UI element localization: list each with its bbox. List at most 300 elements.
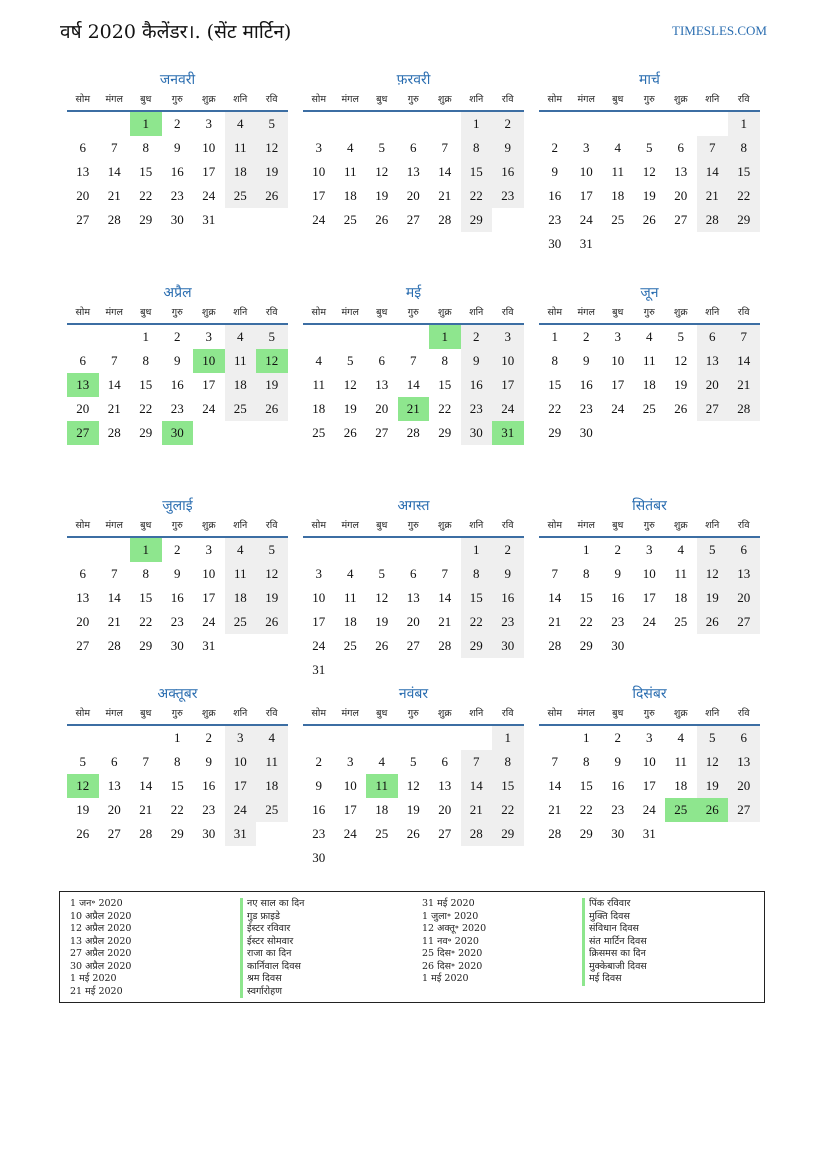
weekday-label: बुध xyxy=(140,520,152,531)
weekday-label: मंगल xyxy=(341,520,359,531)
weekday-label: शुक्र xyxy=(673,708,688,719)
day-cell: 24 xyxy=(492,397,524,421)
day-cell: 21 xyxy=(461,798,493,822)
weekday-label: शुक्र xyxy=(673,520,688,531)
empty-cell xyxy=(335,726,367,750)
month-name: जनवरी xyxy=(159,72,196,88)
day-cell: 16 xyxy=(170,377,184,392)
weekday-header xyxy=(539,90,760,112)
day-cell: 14 xyxy=(107,377,121,392)
day-cell: 4 xyxy=(347,140,354,155)
day-cell: 26 xyxy=(375,212,389,227)
day-cell: 12 xyxy=(256,136,288,160)
day-cell: 31 xyxy=(202,638,216,653)
day-cell: 13 xyxy=(76,590,90,605)
day-cell: 2 xyxy=(174,116,181,131)
day-cell: 6 xyxy=(79,353,86,368)
day-cell: 20 xyxy=(375,401,389,416)
empty-cell xyxy=(429,538,461,562)
day-cell: 30 xyxy=(312,850,326,865)
day-cell: 31 xyxy=(642,826,656,841)
weekday-label: सोम xyxy=(75,94,91,105)
day-cell: 3 xyxy=(315,566,322,581)
day-cell: 4 xyxy=(256,726,288,750)
holiday-day-cell: 12 xyxy=(67,774,99,798)
day-cell: 27 xyxy=(697,397,729,421)
weekday-label: रवि xyxy=(265,520,278,531)
day-cell: 10 xyxy=(312,164,326,179)
day-cell: 29 xyxy=(728,208,760,232)
day-cell: 3 xyxy=(492,325,524,349)
day-cell: 26 xyxy=(343,425,357,440)
day-cell: 17 xyxy=(202,377,216,392)
holiday-day-cell: 26 xyxy=(697,798,729,822)
day-cell: 8 xyxy=(583,566,590,581)
day-cell: 9 xyxy=(583,353,590,368)
month-name: दिसंबर xyxy=(632,686,667,702)
weekday-label: गुरु xyxy=(407,520,419,531)
weekday-label: गुरु xyxy=(643,307,655,318)
day-cell: 6 xyxy=(378,353,385,368)
day-cell: 25 xyxy=(674,614,688,629)
weekday-label: मंगल xyxy=(577,708,595,719)
weekday-label: रवि xyxy=(737,520,750,531)
day-cell: 24 xyxy=(611,401,625,416)
day-cell: 22 xyxy=(139,401,153,416)
day-cell: 31 xyxy=(312,662,326,677)
day-cell: 28 xyxy=(728,397,760,421)
weekday-label: शुक्र xyxy=(437,708,452,719)
day-cell: 22 xyxy=(728,184,760,208)
day-cell: 16 xyxy=(461,373,493,397)
day-cell: 22 xyxy=(461,610,493,634)
weekday-label: शनि xyxy=(705,520,720,531)
day-cell: 18 xyxy=(611,188,625,203)
day-cell: 13 xyxy=(107,778,121,793)
weekday-label: मंगल xyxy=(341,708,359,719)
month-block xyxy=(303,496,524,682)
day-cell: 5 xyxy=(256,112,288,136)
day-grid xyxy=(539,325,760,445)
legend-names-col1 xyxy=(240,898,304,998)
weekday-label: मंगल xyxy=(577,94,595,105)
weekday-label: शनि xyxy=(705,94,720,105)
site-link[interactable]: TIMESLES.COM xyxy=(672,23,767,38)
day-cell: 12 xyxy=(343,377,357,392)
holiday-day-cell: 12 xyxy=(256,349,288,373)
empty-cell xyxy=(130,726,162,750)
day-cell: 13 xyxy=(406,590,420,605)
day-cell: 17 xyxy=(642,590,656,605)
legend-entry: 12 अक्तू॰ 2020 xyxy=(422,923,487,934)
weekday-label: गुरु xyxy=(171,708,183,719)
day-cell: 21 xyxy=(139,802,153,817)
weekday-header xyxy=(303,704,524,726)
day-cell: 7 xyxy=(728,325,760,349)
day-cell: 30 xyxy=(170,212,184,227)
day-cell: 4 xyxy=(347,566,354,581)
day-cell: 22 xyxy=(438,401,452,416)
weekday-label: शुक्र xyxy=(201,708,216,719)
day-cell: 8 xyxy=(728,136,760,160)
day-grid xyxy=(303,112,524,232)
day-cell: 10 xyxy=(642,754,656,769)
day-cell: 17 xyxy=(225,774,257,798)
day-cell: 3 xyxy=(614,329,621,344)
day-cell: 13 xyxy=(674,164,688,179)
day-cell: 27 xyxy=(406,638,420,653)
day-cell: 16 xyxy=(492,160,524,184)
weekday-label: रवि xyxy=(265,307,278,318)
day-grid xyxy=(539,538,760,658)
weekday-header xyxy=(539,516,760,538)
legend-entry: राजा का दिन xyxy=(240,948,304,961)
day-cell: 13 xyxy=(406,164,420,179)
day-cell: 22 xyxy=(139,188,153,203)
legend-entry: संविधान दिवस xyxy=(582,923,647,936)
weekday-label: रवि xyxy=(737,708,750,719)
month-name: मार्च xyxy=(639,72,660,88)
day-cell: 18 xyxy=(674,778,688,793)
holiday-day-cell: 30 xyxy=(162,421,194,445)
weekday-label: शनि xyxy=(233,307,248,318)
weekday-label: शनि xyxy=(469,708,484,719)
weekday-label: गुरु xyxy=(643,708,655,719)
day-cell: 27 xyxy=(728,798,760,822)
day-cell: 12 xyxy=(697,562,729,586)
day-cell: 4 xyxy=(315,353,322,368)
day-cell: 10 xyxy=(492,349,524,373)
holiday-day-cell: 1 xyxy=(429,325,461,349)
day-cell: 14 xyxy=(548,590,562,605)
day-cell: 24 xyxy=(343,826,357,841)
day-cell: 1 xyxy=(142,329,149,344)
weekday-label: बुध xyxy=(376,307,388,318)
day-cell: 5 xyxy=(646,140,653,155)
weekday-label: रवि xyxy=(265,708,278,719)
day-cell: 19 xyxy=(406,802,420,817)
day-cell: 24 xyxy=(202,188,216,203)
day-cell: 4 xyxy=(646,329,653,344)
empty-cell xyxy=(99,726,131,750)
empty-cell xyxy=(99,538,131,562)
empty-cell xyxy=(67,726,99,750)
day-cell: 16 xyxy=(170,164,184,179)
empty-cell xyxy=(461,726,493,750)
day-cell: 9 xyxy=(315,778,322,793)
day-cell: 10 xyxy=(642,566,656,581)
day-cell: 1 xyxy=(551,329,558,344)
page-title: वर्ष 2020 कैलेंडर।. (सेंट मार्टिन) xyxy=(60,21,292,43)
day-cell: 18 xyxy=(674,590,688,605)
empty-cell xyxy=(366,538,398,562)
day-cell: 12 xyxy=(406,778,420,793)
day-cell: 18 xyxy=(312,401,326,416)
empty-cell xyxy=(303,726,335,750)
day-cell: 26 xyxy=(697,610,729,634)
legend-entry: नए साल का दिन xyxy=(240,898,304,911)
day-cell: 15 xyxy=(438,377,452,392)
day-cell: 24 xyxy=(312,212,326,227)
day-cell: 13 xyxy=(697,349,729,373)
weekday-label: रवि xyxy=(737,307,750,318)
day-cell: 31 xyxy=(579,236,593,251)
day-cell: 24 xyxy=(642,802,656,817)
day-cell: 26 xyxy=(375,638,389,653)
weekday-label: शनि xyxy=(705,708,720,719)
day-cell: 28 xyxy=(107,638,121,653)
day-cell: 22 xyxy=(492,798,524,822)
weekday-label: शनि xyxy=(233,94,248,105)
weekday-label: मंगल xyxy=(341,94,359,105)
legend-entry: ईस्टर सोमवार xyxy=(240,936,304,949)
day-cell: 24 xyxy=(642,614,656,629)
day-cell: 24 xyxy=(579,212,593,227)
day-cell: 28 xyxy=(697,208,729,232)
day-cell: 4 xyxy=(614,140,621,155)
day-cell: 11 xyxy=(225,136,257,160)
day-cell: 11 xyxy=(611,164,625,179)
day-cell: 3 xyxy=(583,140,590,155)
day-cell: 17 xyxy=(312,188,326,203)
day-cell: 11 xyxy=(642,353,656,368)
empty-cell xyxy=(99,112,131,136)
legend-entry: 13 अप्रैल 2020 xyxy=(70,935,132,947)
day-cell: 27 xyxy=(76,212,90,227)
day-cell: 21 xyxy=(107,188,121,203)
legend-dates-col2 xyxy=(422,898,486,986)
month-name: जुलाई xyxy=(162,498,193,514)
day-cell: 3 xyxy=(205,329,212,344)
day-cell: 6 xyxy=(677,140,684,155)
day-cell: 9 xyxy=(492,136,524,160)
day-cell: 29 xyxy=(438,425,452,440)
day-cell: 19 xyxy=(697,774,729,798)
day-cell: 13 xyxy=(438,778,452,793)
empty-cell xyxy=(335,112,367,136)
day-cell: 18 xyxy=(256,774,288,798)
day-cell: 9 xyxy=(461,349,493,373)
holiday-day-cell: 1 xyxy=(130,538,162,562)
day-cell: 19 xyxy=(343,401,357,416)
day-cell: 1 xyxy=(583,542,590,557)
day-cell: 10 xyxy=(312,590,326,605)
day-cell: 3 xyxy=(315,140,322,155)
weekday-label: मंगल xyxy=(105,94,123,105)
weekday-label: मंगल xyxy=(105,307,123,318)
day-cell: 14 xyxy=(548,778,562,793)
day-cell: 28 xyxy=(548,826,562,841)
day-cell: 26 xyxy=(76,826,90,841)
weekday-label: बुध xyxy=(612,94,624,105)
day-cell: 8 xyxy=(551,353,558,368)
empty-cell xyxy=(398,538,430,562)
weekday-label: गुरु xyxy=(171,520,183,531)
day-cell: 29 xyxy=(579,826,593,841)
weekday-label: सोम xyxy=(75,520,91,531)
day-cell: 29 xyxy=(492,822,524,846)
weekday-label: रवि xyxy=(265,94,278,105)
day-cell: 5 xyxy=(697,538,729,562)
legend-entry: 12 अप्रैल 2020 xyxy=(70,923,132,934)
legend-entry: मई दिवस xyxy=(582,973,647,986)
day-cell: 16 xyxy=(170,590,184,605)
weekday-label: गुरु xyxy=(171,307,183,318)
day-cell: 5 xyxy=(378,566,385,581)
day-cell: 22 xyxy=(579,614,593,629)
legend-entry: क्रिसमस का दिन xyxy=(582,948,647,961)
day-cell: 26 xyxy=(256,610,288,634)
day-cell: 8 xyxy=(174,754,181,769)
day-cell: 3 xyxy=(205,542,212,557)
weekday-label: सोम xyxy=(75,307,91,318)
day-cell: 14 xyxy=(438,164,452,179)
day-cell: 6 xyxy=(410,140,417,155)
day-cell: 9 xyxy=(174,140,181,155)
day-cell: 8 xyxy=(142,566,149,581)
day-cell: 28 xyxy=(107,212,121,227)
day-cell: 21 xyxy=(438,614,452,629)
legend-entry: 1 मई 2020 xyxy=(422,973,469,984)
day-cell: 2 xyxy=(614,730,621,745)
day-cell: 30 xyxy=(548,236,562,251)
weekday-label: शुक्र xyxy=(437,307,452,318)
day-cell: 7 xyxy=(551,566,558,581)
legend-entry: श्रम दिवस xyxy=(240,973,304,986)
empty-cell xyxy=(602,112,634,136)
day-cell: 16 xyxy=(548,188,562,203)
day-cell: 6 xyxy=(79,566,86,581)
day-cell: 25 xyxy=(343,638,357,653)
day-cell: 4 xyxy=(677,730,684,745)
day-cell: 25 xyxy=(642,401,656,416)
weekday-header xyxy=(303,303,524,325)
day-grid xyxy=(539,726,760,846)
weekday-label: बुध xyxy=(376,520,388,531)
day-cell: 8 xyxy=(142,140,149,155)
legend-entry: 30 अप्रैल 2020 xyxy=(70,960,132,972)
day-cell: 5 xyxy=(79,754,86,769)
day-cell: 15 xyxy=(139,377,153,392)
legend-entry: कार्निवाल दिवस xyxy=(240,961,304,974)
day-cell: 11 xyxy=(225,562,257,586)
day-cell: 6 xyxy=(728,726,760,750)
day-cell: 7 xyxy=(441,566,448,581)
day-cell: 17 xyxy=(312,614,326,629)
day-cell: 2 xyxy=(174,542,181,557)
legend-names-col2 xyxy=(582,898,647,986)
day-cell: 6 xyxy=(111,754,118,769)
day-cell: 15 xyxy=(461,160,493,184)
day-cell: 29 xyxy=(139,638,153,653)
day-cell: 27 xyxy=(438,826,452,841)
weekday-label: शनि xyxy=(233,520,248,531)
day-cell: 26 xyxy=(642,212,656,227)
day-cell: 14 xyxy=(107,164,121,179)
weekday-header xyxy=(539,704,760,726)
day-cell: 2 xyxy=(492,538,524,562)
month-block xyxy=(539,70,760,256)
empty-cell xyxy=(429,726,461,750)
day-cell: 16 xyxy=(492,586,524,610)
day-cell: 7 xyxy=(697,136,729,160)
day-cell: 17 xyxy=(202,590,216,605)
day-cell: 11 xyxy=(674,566,688,581)
day-cell: 20 xyxy=(438,802,452,817)
day-grid xyxy=(67,112,288,232)
day-cell: 23 xyxy=(202,802,216,817)
day-cell: 18 xyxy=(642,377,656,392)
month-block xyxy=(67,496,288,658)
legend-entry: 26 दिस॰ 2020 xyxy=(422,960,483,972)
day-cell: 8 xyxy=(583,754,590,769)
day-cell: 22 xyxy=(170,802,184,817)
day-cell: 8 xyxy=(441,353,448,368)
day-cell: 26 xyxy=(256,184,288,208)
day-cell: 20 xyxy=(76,614,90,629)
holiday-day-cell: 25 xyxy=(665,798,697,822)
day-cell: 27 xyxy=(76,638,90,653)
day-cell: 19 xyxy=(76,802,90,817)
day-cell: 7 xyxy=(461,750,493,774)
day-cell: 8 xyxy=(492,750,524,774)
day-cell: 16 xyxy=(579,377,593,392)
holiday-day-cell: 11 xyxy=(366,774,398,798)
day-cell: 9 xyxy=(174,353,181,368)
legend-entry: 1 मई 2020 xyxy=(70,973,117,984)
day-cell: 22 xyxy=(461,184,493,208)
day-cell: 21 xyxy=(548,614,562,629)
weekday-label: मंगल xyxy=(341,307,359,318)
day-cell: 29 xyxy=(461,634,493,658)
day-cell: 24 xyxy=(312,638,326,653)
day-cell: 3 xyxy=(347,754,354,769)
day-cell: 21 xyxy=(548,802,562,817)
holiday-day-cell: 10 xyxy=(193,349,225,373)
day-cell: 10 xyxy=(202,140,216,155)
weekday-label: शनि xyxy=(705,307,720,318)
weekday-label: गुरु xyxy=(407,307,419,318)
empty-cell xyxy=(366,726,398,750)
day-cell: 7 xyxy=(111,140,118,155)
day-cell: 15 xyxy=(548,377,562,392)
day-cell: 20 xyxy=(674,188,688,203)
day-cell: 24 xyxy=(202,401,216,416)
day-cell: 19 xyxy=(256,160,288,184)
day-cell: 5 xyxy=(410,754,417,769)
day-cell: 6 xyxy=(79,140,86,155)
day-cell: 15 xyxy=(139,164,153,179)
holiday-legend xyxy=(59,891,765,1003)
day-cell: 30 xyxy=(461,421,493,445)
day-cell: 24 xyxy=(225,798,257,822)
day-cell: 28 xyxy=(139,826,153,841)
day-cell: 6 xyxy=(441,754,448,769)
weekday-header xyxy=(67,704,288,726)
holiday-day-cell: 21 xyxy=(398,397,430,421)
day-cell: 27 xyxy=(406,212,420,227)
weekday-label: बुध xyxy=(376,708,388,719)
day-cell: 12 xyxy=(256,562,288,586)
weekday-label: गुरु xyxy=(407,94,419,105)
day-cell: 23 xyxy=(492,610,524,634)
weekday-label: गुरु xyxy=(643,520,655,531)
empty-cell xyxy=(303,112,335,136)
day-cell: 17 xyxy=(343,802,357,817)
empty-cell xyxy=(335,538,367,562)
day-cell: 14 xyxy=(461,774,493,798)
day-cell: 17 xyxy=(579,188,593,203)
